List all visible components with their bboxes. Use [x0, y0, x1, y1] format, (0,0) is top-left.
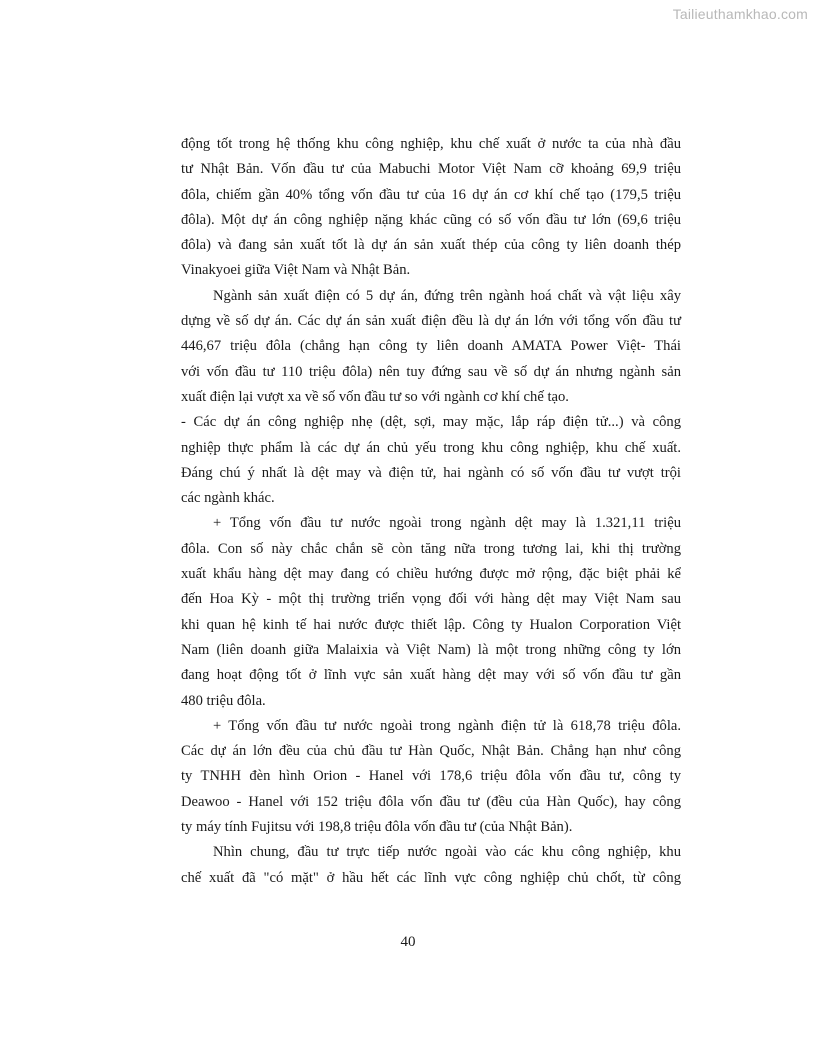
text-line: đôla) và đang sản xuất tốt là dự án sản xuất thép của công ty liên doanh thép [181, 237, 681, 254]
text-line: Nhìn chung, đầu tư trực tiếp nước ngoài vào các khu công nghiệp, khu [213, 844, 681, 861]
text-line: xuất khẩu hàng dệt may đang có chiều hướng được mở rộng, đặc biệt phải kể [181, 566, 681, 583]
text-line: động tốt trong hệ thống khu công nghiệp, khu chế xuất ở nước ta của nhà đầu [181, 136, 681, 152]
text-line: Đáng chú ý nhất là dệt may và điện tử, hai ngành có số vốn đầu tư vượt trội [181, 464, 681, 481]
text-line: Vinakyoei giữa Việt Nam và Nhật Bản. [181, 262, 411, 279]
text-line: đến Hoa Kỳ - một thị trường triển vọng đối với hàng dệt may Việt Nam sau [181, 591, 681, 608]
text-line: đôla. Con số này chắc chắn sẽ còn tăng nữa trong tương lai, khi thị trường [181, 540, 681, 557]
text-line: nghiệp thực phẩm là các dự án chủ yếu trong khu công nghiệp, khu chế xuất. [181, 439, 681, 456]
text-line: - Các dự án công nghiệp nhẹ (dệt, sợi, may mặc, lắp ráp điện tử...) và công [181, 414, 681, 431]
text-line: Nam (liên doanh giữa Malaixia và Việt Nam) là một trong những công ty lớn [181, 641, 681, 658]
text-line: đôla, chiếm gần 40% tổng vốn đầu tư của 16 dự án cơ khí chế tạo (179,5 triệu [181, 186, 681, 203]
text-line: xuất điện lại vượt xa về số vốn đầu tư so với ngành cơ khí chế tạo. [181, 388, 569, 405]
text-line: ty TNHH đèn hình Orion - Hanel với 178,6 triệu đôla vốn đầu tư, công ty [181, 768, 681, 785]
document-body [181, 132, 681, 891]
text-line: + Tổng vốn đầu tư nước ngoài trong ngành dệt may là 1.321,11 triệu [213, 515, 681, 532]
text-line: 480 triệu đôla. [181, 692, 266, 709]
text-line: 446,67 triệu đôla (chẳng hạn công ty liên doanh AMATA Power Việt- Thái [181, 338, 681, 355]
text-line: chế xuất đã "có mặt" ở hầu hết các lĩnh vực công nghiệp chủ chốt, từ công [181, 869, 681, 886]
text-line: đôla). Một dự án công nghiệp nặng khác cũng có số vốn đầu tư lớn (69,6 triệu [181, 211, 681, 228]
text-line: Các dự án lớn đều của chủ đầu tư Hàn Quốc, Nhật Bản. Chẳng hạn như công [181, 743, 681, 760]
text-line: đang hoạt động tốt ở lĩnh vực sản xuất hàng dệt may với số vốn đầu tư gần [181, 667, 681, 684]
text-line: Ngành sản xuất điện có 5 dự án, đứng trên ngành hoá chất và vật liệu xây [213, 287, 681, 304]
watermark-text: Tailieuthamkhao.com [672, 6, 808, 22]
text-line: + Tổng vốn đầu tư nước ngoài trong ngành điện tử là 618,78 triệu đôla. [213, 717, 681, 734]
text-line: ty máy tính Fujitsu với 198,8 triệu đôla vốn đầu tư (của Nhật Bản). [181, 819, 573, 836]
text-line: dựng về số dự án. Các dự án sản xuất điện đều là dự án lớn với tổng vốn đầu tư [181, 313, 681, 330]
text-line: với vốn đầu tư 110 triệu đôla) nên tuy đứng sau về số dự án nhưng ngành sản [181, 363, 681, 380]
text-line: Deawoo - Hanel với 152 triệu đôla vốn đầu tư (đều của Hàn Quốc), hay công [181, 793, 681, 810]
text-line: tư Nhật Bản. Vốn đầu tư của Mabuchi Motor Việt Nam cỡ khoảng 69,9 triệu [181, 161, 681, 178]
page-number: 40 [400, 934, 416, 950]
text-line: các ngành khác. [181, 490, 275, 507]
text-line: khi quan hệ kinh tế hai nước được thiết lập. Công ty Hualon Corporation Việt [181, 616, 681, 633]
